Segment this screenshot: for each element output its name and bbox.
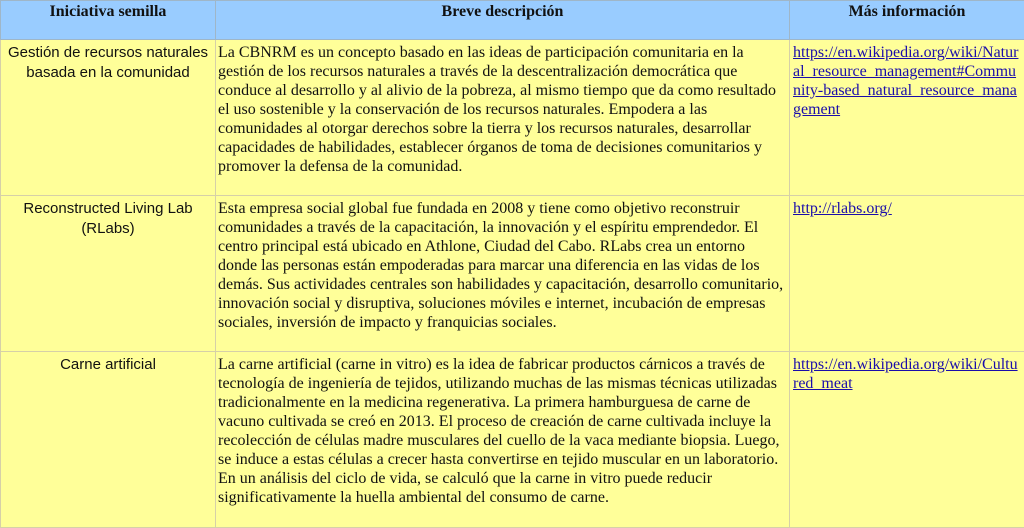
header-more-info: Más información bbox=[790, 1, 1024, 40]
initiative-description: La CBNRM es un concepto basado en las ideas de participación comunitaria en la gestión de los recursos naturales a través de la descentralización democrática que conduce al desarrollo y al alivio de la pobreza, al mismo tiempo que da como resultado el uso sostenible y la conservación de los recursos naturales. Empodera a las comunidades al otorgar derechos sobre la tierra y los recursos naturales, desarrollar capacidades de habilidades, establecer órganos de toma de decisiones comunitarios y promover la defensa de la comunidad. bbox=[216, 40, 790, 196]
table-row bbox=[1, 196, 1024, 352]
header-row bbox=[1, 1, 1024, 40]
initiative-description: Esta empresa social global fue fundada en 2008 y tiene como objetivo reconstruir comunidades a través de la capacitación, la innovación y el espíritu emprendedor. El centro principal está ubicado en Athlone, Ciudad del Cabo. RLabs crea un entorno donde las personas están empoderadas para marcar una diferencia en las vidas de los demás. Sus actividades centrales son habilidades y capacitación, desarrollo comunitario, innovación social y disruptiva, soluciones móviles e internet, incubación de empresas sociales, inversión de impacto y franquicias sociales. bbox=[216, 196, 790, 352]
initiative-name: Carne artificial bbox=[1, 352, 216, 528]
initiative-description: La carne artificial (carne in vitro) es la idea de fabricar productos cárnicos a través de tecnología de ingeniería de tejidos, utilizando muchas de las mismas técnicas utilizadas tradicionalmente en la medicina regenerativa. La primera hamburguesa de carne de vacuno cultivada se creó en 2013. El proceso de creación de carne cultivada incluye la recolección de células madre musculares del cuello de la vaca mediante biopsia. Luego, se induce a estas células a crecer hasta convertirse en tejido muscular en un laboratorio. En un análisis del ciclo de vida, se calculó que la carne in vitro puede reducir significativamente la huella ambiental del consumo de carne. bbox=[216, 352, 790, 528]
more-info-link[interactable]: https://en.wikipedia.org/wiki/Natural_resource_management#Community-based_natural_resource_management bbox=[793, 44, 1018, 118]
table-row bbox=[1, 352, 1024, 528]
more-info-cell bbox=[790, 196, 1024, 352]
more-info-cell bbox=[790, 40, 1024, 196]
header-initiative: Iniciativa semilla bbox=[1, 1, 216, 40]
initiative-name: Reconstructed Living Lab (RLabs) bbox=[1, 196, 216, 352]
header-description: Breve descripción bbox=[216, 1, 790, 40]
table-row bbox=[1, 40, 1024, 196]
more-info-cell bbox=[790, 352, 1024, 528]
initiative-name: Gestión de recursos naturales basada en la comunidad bbox=[1, 40, 216, 196]
more-info-link[interactable]: http://rlabs.org/ bbox=[793, 200, 892, 217]
more-info-link[interactable]: https://en.wikipedia.org/wiki/Cultured_meat bbox=[793, 356, 1018, 392]
